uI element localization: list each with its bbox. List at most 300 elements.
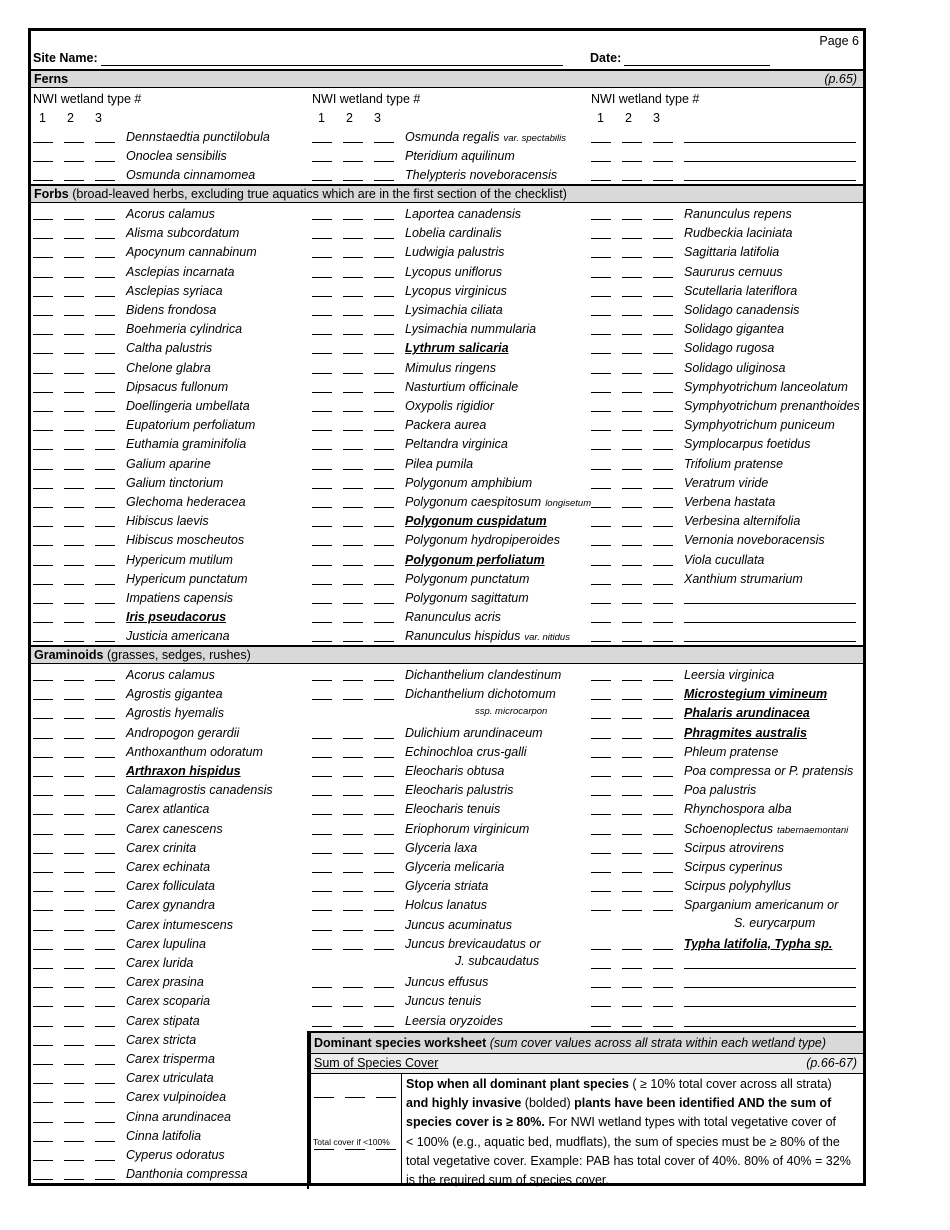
cover-blank[interactable] [622,622,642,623]
cover-blank[interactable] [64,526,84,527]
cover-blank[interactable] [591,814,611,815]
cover-blank[interactable] [343,257,363,258]
cover-blank[interactable] [591,161,611,162]
cover-blank[interactable] [33,1064,53,1065]
cover-blank[interactable] [64,680,84,681]
cover-blank[interactable] [591,526,611,527]
cover-blank[interactable] [622,987,642,988]
cover-blank[interactable] [653,507,673,508]
cover-blank[interactable] [622,795,642,796]
cover-blank[interactable] [64,545,84,546]
cover-blank[interactable] [374,680,394,681]
cover-blank[interactable] [653,1026,673,1027]
cover-blank[interactable] [95,180,115,181]
cover-blank[interactable] [374,834,394,835]
cover-blank[interactable] [591,488,611,489]
cover-blank[interactable] [33,488,53,489]
cover-blank[interactable] [343,1026,363,1027]
cover-blank[interactable] [653,891,673,892]
cover-blank[interactable] [64,180,84,181]
cover-blank[interactable] [622,469,642,470]
cover-blank[interactable] [591,641,611,642]
cover-blank[interactable] [95,1141,115,1142]
cover-blank[interactable] [591,142,611,143]
cover-blank[interactable] [33,392,53,393]
cover-blank[interactable] [343,1006,363,1007]
cover-blank[interactable] [312,469,332,470]
cover-blank[interactable] [374,565,394,566]
total-cover-blank[interactable] [345,1097,365,1098]
cover-blank[interactable] [95,795,115,796]
cover-blank[interactable] [312,373,332,374]
cover-blank[interactable] [64,891,84,892]
cover-blank[interactable] [653,180,673,181]
cover-blank[interactable] [312,219,332,220]
cover-blank[interactable] [653,603,673,604]
cover-blank[interactable] [33,449,53,450]
cover-blank[interactable] [374,987,394,988]
cover-blank[interactable] [591,180,611,181]
cover-blank[interactable] [374,603,394,604]
cover-blank[interactable] [312,872,332,873]
cover-blank[interactable] [312,834,332,835]
cover-blank[interactable] [33,699,53,700]
cover-blank[interactable] [33,1179,53,1180]
cover-blank[interactable] [374,315,394,316]
cover-blank[interactable] [653,373,673,374]
cover-blank[interactable] [591,872,611,873]
cover-blank[interactable] [591,277,611,278]
cover-blank[interactable] [343,277,363,278]
cover-blank[interactable] [64,757,84,758]
cover-blank[interactable] [343,603,363,604]
cover-blank[interactable] [622,507,642,508]
cover-blank[interactable] [622,718,642,719]
cover-blank[interactable] [33,968,53,969]
cover-blank[interactable] [64,449,84,450]
cover-blank[interactable] [95,1160,115,1161]
cover-blank[interactable] [653,449,673,450]
cover-blank[interactable] [591,373,611,374]
cover-blank[interactable] [343,161,363,162]
cover-blank[interactable] [95,449,115,450]
cover-blank[interactable] [653,718,673,719]
write-in-blank[interactable] [684,603,856,604]
cover-blank[interactable] [64,488,84,489]
cover-blank[interactable] [64,1064,84,1065]
cover-blank[interactable] [312,545,332,546]
cover-blank[interactable] [374,795,394,796]
cover-blank[interactable] [33,219,53,220]
cover-blank[interactable] [312,526,332,527]
cover-blank[interactable] [95,565,115,566]
cover-blank[interactable] [343,641,363,642]
cover-blank[interactable] [64,1083,84,1084]
cover-blank[interactable] [33,180,53,181]
cover-blank[interactable] [591,891,611,892]
cover-blank[interactable] [312,891,332,892]
cover-blank[interactable] [653,757,673,758]
cover-blank[interactable] [312,296,332,297]
cover-blank[interactable] [64,565,84,566]
cover-blank[interactable] [64,1026,84,1027]
cover-blank[interactable] [312,411,332,412]
cover-blank[interactable] [64,814,84,815]
cover-blank[interactable] [622,968,642,969]
cover-blank[interactable] [591,392,611,393]
cover-blank[interactable] [95,469,115,470]
cover-blank[interactable] [95,257,115,258]
cover-blank[interactable] [343,757,363,758]
cover-blank[interactable] [622,891,642,892]
cover-blank[interactable] [622,180,642,181]
cover-blank[interactable] [33,1006,53,1007]
total-cover-blank[interactable] [314,1097,334,1098]
cover-blank[interactable] [64,507,84,508]
cover-blank[interactable] [64,469,84,470]
cover-blank[interactable] [95,334,115,335]
cover-blank[interactable] [653,872,673,873]
cover-blank[interactable] [653,738,673,739]
cover-blank[interactable] [343,469,363,470]
cover-blank[interactable] [591,603,611,604]
cover-blank[interactable] [374,219,394,220]
cover-blank[interactable] [343,142,363,143]
cover-blank[interactable] [653,277,673,278]
cover-blank[interactable] [64,834,84,835]
date-field[interactable] [624,65,770,66]
cover-blank[interactable] [591,449,611,450]
cover-blank[interactable] [64,1006,84,1007]
cover-blank[interactable] [653,1006,673,1007]
cover-blank[interactable] [312,603,332,604]
cover-blank[interactable] [64,142,84,143]
cover-blank[interactable] [653,392,673,393]
cover-blank[interactable] [95,891,115,892]
cover-blank[interactable] [374,373,394,374]
cover-blank[interactable] [591,469,611,470]
cover-blank[interactable] [95,603,115,604]
cover-blank[interactable] [33,680,53,681]
write-in-blank[interactable] [684,161,856,162]
cover-blank[interactable] [64,930,84,931]
cover-blank[interactable] [653,334,673,335]
cover-blank[interactable] [95,699,115,700]
cover-blank[interactable] [374,1026,394,1027]
cover-blank[interactable] [95,507,115,508]
cover-blank[interactable] [33,1160,53,1161]
cover-blank[interactable] [312,1026,332,1027]
cover-blank[interactable] [312,853,332,854]
cover-blank[interactable] [591,545,611,546]
cover-blank[interactable] [312,161,332,162]
cover-blank[interactable] [343,219,363,220]
cover-blank[interactable] [653,296,673,297]
cover-blank[interactable] [591,968,611,969]
cover-blank[interactable] [33,853,53,854]
cover-blank[interactable] [95,1026,115,1027]
cover-blank[interactable] [591,584,611,585]
cover-blank[interactable] [622,526,642,527]
cover-blank[interactable] [33,622,53,623]
cover-blank[interactable] [374,641,394,642]
cover-blank[interactable] [622,757,642,758]
cover-blank[interactable] [64,257,84,258]
cover-blank[interactable] [64,795,84,796]
cover-blank[interactable] [591,238,611,239]
cover-blank[interactable] [33,507,53,508]
cover-blank[interactable] [33,430,53,431]
cover-blank[interactable] [343,814,363,815]
cover-blank[interactable] [622,545,642,546]
cover-blank[interactable] [33,1026,53,1027]
cover-blank[interactable] [374,699,394,700]
cover-blank[interactable] [343,296,363,297]
cover-blank[interactable] [591,680,611,681]
cover-blank[interactable] [374,449,394,450]
cover-blank[interactable] [312,449,332,450]
cover-blank[interactable] [312,277,332,278]
cover-blank[interactable] [33,872,53,873]
cover-blank[interactable] [312,334,332,335]
cover-blank[interactable] [653,968,673,969]
cover-blank[interactable] [64,411,84,412]
cover-blank[interactable] [343,411,363,412]
cover-blank[interactable] [622,680,642,681]
cover-blank[interactable] [374,180,394,181]
cover-blank[interactable] [374,161,394,162]
cover-blank[interactable] [622,738,642,739]
cover-blank[interactable] [33,603,53,604]
cover-blank[interactable] [312,641,332,642]
cover-blank[interactable] [591,353,611,354]
cover-blank[interactable] [95,142,115,143]
cover-blank[interactable] [312,795,332,796]
cover-blank[interactable] [622,565,642,566]
write-in-blank[interactable] [684,180,856,181]
cover-blank[interactable] [374,296,394,297]
cover-blank[interactable] [653,699,673,700]
cover-blank[interactable] [591,1026,611,1027]
cover-blank[interactable] [622,142,642,143]
cover-blank[interactable] [312,814,332,815]
cover-blank[interactable] [591,795,611,796]
cover-blank[interactable] [64,853,84,854]
cover-blank[interactable] [95,545,115,546]
cover-blank[interactable] [622,488,642,489]
cover-blank[interactable] [33,1102,53,1103]
cover-blank[interactable] [591,987,611,988]
cover-blank[interactable] [33,584,53,585]
cover-blank[interactable] [622,949,642,950]
cover-blank[interactable] [653,238,673,239]
cover-blank[interactable] [374,584,394,585]
cover-blank[interactable] [95,1045,115,1046]
cover-blank[interactable] [343,180,363,181]
cover-blank[interactable] [622,872,642,873]
cover-blank[interactable] [374,776,394,777]
cover-blank[interactable] [95,680,115,681]
cover-blank[interactable] [374,488,394,489]
cover-blank[interactable] [95,1102,115,1103]
cover-blank[interactable] [95,1122,115,1123]
cover-blank[interactable] [312,430,332,431]
cover-blank[interactable] [64,296,84,297]
cover-blank[interactable] [95,738,115,739]
cover-blank[interactable] [622,853,642,854]
cover-blank[interactable] [33,334,53,335]
total-cover-blank[interactable] [314,1149,334,1150]
cover-blank[interactable] [95,584,115,585]
cover-blank[interactable] [312,987,332,988]
cover-blank[interactable] [312,584,332,585]
cover-blank[interactable] [653,161,673,162]
cover-blank[interactable] [95,968,115,969]
cover-blank[interactable] [95,987,115,988]
cover-blank[interactable] [591,738,611,739]
cover-blank[interactable] [653,353,673,354]
cover-blank[interactable] [312,1006,332,1007]
cover-blank[interactable] [95,853,115,854]
write-in-blank[interactable] [684,641,856,642]
cover-blank[interactable] [95,641,115,642]
cover-blank[interactable] [622,334,642,335]
cover-blank[interactable] [33,353,53,354]
cover-blank[interactable] [64,872,84,873]
cover-blank[interactable] [343,872,363,873]
cover-blank[interactable] [653,622,673,623]
cover-blank[interactable] [622,814,642,815]
cover-blank[interactable] [374,545,394,546]
cover-blank[interactable] [312,392,332,393]
cover-blank[interactable] [312,910,332,911]
cover-blank[interactable] [64,968,84,969]
cover-blank[interactable] [374,814,394,815]
cover-blank[interactable] [95,277,115,278]
cover-blank[interactable] [374,910,394,911]
cover-blank[interactable] [622,603,642,604]
cover-blank[interactable] [653,776,673,777]
cover-blank[interactable] [33,238,53,239]
cover-blank[interactable] [95,1083,115,1084]
cover-blank[interactable] [64,641,84,642]
cover-blank[interactable] [622,411,642,412]
cover-blank[interactable] [64,987,84,988]
write-in-blank[interactable] [684,987,856,988]
cover-blank[interactable] [343,949,363,950]
write-in-blank[interactable] [684,622,856,623]
cover-blank[interactable] [374,142,394,143]
cover-blank[interactable] [33,469,53,470]
cover-blank[interactable] [343,853,363,854]
cover-blank[interactable] [343,987,363,988]
cover-blank[interactable] [64,392,84,393]
site-name-field[interactable] [101,65,563,66]
cover-blank[interactable] [95,526,115,527]
cover-blank[interactable] [374,853,394,854]
cover-blank[interactable] [312,488,332,489]
cover-blank[interactable] [591,949,611,950]
cover-blank[interactable] [591,853,611,854]
cover-blank[interactable] [374,622,394,623]
cover-blank[interactable] [312,757,332,758]
cover-blank[interactable] [33,718,53,719]
cover-blank[interactable] [622,584,642,585]
cover-blank[interactable] [591,834,611,835]
cover-blank[interactable] [64,622,84,623]
cover-blank[interactable] [622,353,642,354]
cover-blank[interactable] [653,795,673,796]
cover-blank[interactable] [343,526,363,527]
cover-blank[interactable] [33,776,53,777]
cover-blank[interactable] [33,373,53,374]
cover-blank[interactable] [64,238,84,239]
cover-blank[interactable] [95,872,115,873]
cover-blank[interactable] [653,949,673,950]
cover-blank[interactable] [653,315,673,316]
cover-blank[interactable] [95,219,115,220]
cover-blank[interactable] [33,814,53,815]
cover-blank[interactable] [64,603,84,604]
cover-blank[interactable] [591,296,611,297]
cover-blank[interactable] [374,949,394,950]
cover-blank[interactable] [343,622,363,623]
cover-blank[interactable] [653,910,673,911]
cover-blank[interactable] [95,430,115,431]
cover-blank[interactable] [653,257,673,258]
cover-blank[interactable] [374,891,394,892]
cover-blank[interactable] [64,738,84,739]
cover-blank[interactable] [622,449,642,450]
cover-blank[interactable] [95,392,115,393]
cover-blank[interactable] [343,488,363,489]
cover-blank[interactable] [343,334,363,335]
cover-blank[interactable] [64,353,84,354]
cover-blank[interactable] [622,776,642,777]
total-cover-blank[interactable] [376,1149,396,1150]
cover-blank[interactable] [64,699,84,700]
cover-blank[interactable] [33,891,53,892]
cover-blank[interactable] [622,277,642,278]
cover-blank[interactable] [64,334,84,335]
cover-blank[interactable] [33,795,53,796]
cover-blank[interactable] [64,949,84,950]
cover-blank[interactable] [312,353,332,354]
cover-blank[interactable] [95,353,115,354]
cover-blank[interactable] [312,930,332,931]
cover-blank[interactable] [374,411,394,412]
cover-blank[interactable] [622,699,642,700]
cover-blank[interactable] [64,1122,84,1123]
cover-blank[interactable] [64,1160,84,1161]
cover-blank[interactable] [622,834,642,835]
cover-blank[interactable] [343,430,363,431]
cover-blank[interactable] [622,392,642,393]
cover-blank[interactable] [653,834,673,835]
cover-blank[interactable] [374,469,394,470]
cover-blank[interactable] [591,622,611,623]
cover-blank[interactable] [95,718,115,719]
cover-blank[interactable] [343,699,363,700]
cover-blank[interactable] [33,565,53,566]
cover-blank[interactable] [95,814,115,815]
cover-blank[interactable] [33,1122,53,1123]
cover-blank[interactable] [653,469,673,470]
cover-blank[interactable] [653,641,673,642]
cover-blank[interactable] [95,238,115,239]
cover-blank[interactable] [312,699,332,700]
cover-blank[interactable] [33,257,53,258]
